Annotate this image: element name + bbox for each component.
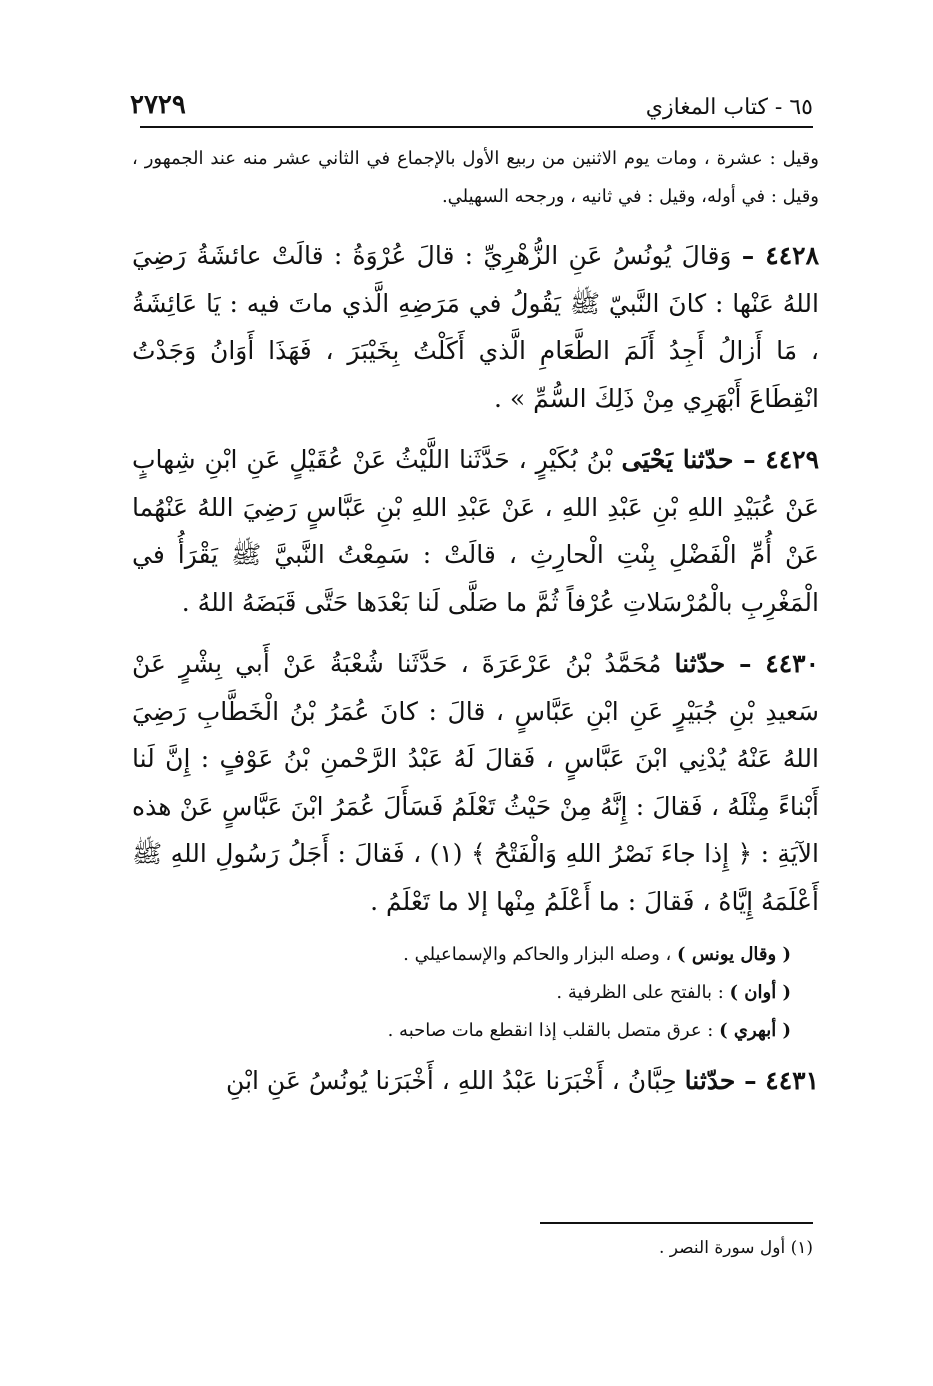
hadith-number: ٤٤٣١ – حدّثنا (684, 1066, 819, 1095)
hadith-4429 (132, 436, 819, 626)
hadith-number: ٤٤٢٩ – حدّثنا يَحْيَى (621, 445, 819, 474)
gloss-text: : بالفتح على الظرفية . (556, 982, 724, 1003)
hadith-4431 (132, 1057, 819, 1105)
gloss-item (132, 977, 791, 1009)
page-body (132, 140, 819, 1119)
page-header (130, 80, 813, 120)
gloss-text: : عرق متصل بالقلب إذا انقطع مات صاحبه . (387, 1020, 714, 1041)
hadith-4430 (132, 640, 819, 925)
hadith-number: ٤٤٢٨ – (741, 241, 819, 270)
hadith-text: بْنُ بُكَيْرٍ ، حَدَّثَنا اللَّيْثُ عَنْ عُقَيْلٍ عَنِ ابْنِ شِهابٍ عَنْ عُبَيْدِ اللهِ بْنِ عَبْدِ اللهِ ، عَنْ عَبْدِ اللهِ بْنِ عَبَّاسٍ رَضِيَ اللهُ عَنْهُما عَنْ أُمِّ الْفَضْلِ بِنْتِ الْحارِثِ ، قالَتْ : سَمِعْتُ النَّبيَّ ﷺ يَقْرَأُ في الْمَغْرِبِ بالْمُرْسَلاتِ عُرْفاً ثُمَّ ما صَلَّى لَنا بَعْدَها حَتَّى قَبَضَهُ اللهُ . (132, 445, 819, 617)
intro-note: وقيل : عشرة ، ومات يوم الاثنين من ربيع الأول بالإجماع في الثاني عشر منه عند الجمهور ، وقيل : في أوله، وقيل : في ثانيه ، ورجحه السهيلي. (132, 148, 819, 207)
running-title: ٦٥ - كتاب المغازي (645, 95, 813, 120)
hadith-text: وَقالَ يُونُسُ عَنِ الزُّهْرِيِّ : قالَ عُرْوَةُ : قالَتْ عائشَةُ رَضِيَ اللهُ عَنْها : كانَ النَّبيّ ﷺ يَقُولُ في مَرَضِهِ الَّذي ماتَ فيه : يَا عَائِشَةُ ، مَا أَزالُ أَجِدُ أَلَمَ الطَّعَامِ الَّذي أَكَلْتُ بِخَيْبَرَ ، فَهَذَا أَوَانُ وَجَدْتُ انْقِطَاعَ أَبْهَرِي مِنْ ذَلِكَ السُّمِّ » . (132, 241, 819, 413)
gloss-item (132, 939, 791, 971)
footnote: (١) أول سورة النصر . (658, 1238, 813, 1258)
gloss-term: ( أوان ) (729, 982, 791, 1003)
hadith-4428 (132, 232, 819, 422)
gloss-text: ، وصله البزار والحاكم والإسماعيلي . (403, 944, 672, 965)
gloss-term: ( وقال يونس ) (677, 944, 791, 965)
hadith-text: مُحَمَّدُ بْنُ عَرْعَرَةَ ، حَدَّثَنا شُعْبَةُ عَنْ أَبي بِشْرٍ عَنْ سَعيدِ بْنِ جُبَيْرٍ عَنِ ابْنِ عَبَّاسٍ ، قالَ : كانَ عُمَرُ بْنُ الْخَطَّابِ رَضِيَ اللهُ عَنْهُ يُدْنِي ابْنَ عَبَّاسٍ ، فَقالَ لَهُ عَبْدُ الرَّحْمنِ بْنُ عَوْفٍ : إِنَّ لَنا أَبْناءً مِثْلَهُ ، فَقالَ : إِنَّهُ مِنْ حَيْثُ تَعْلَمُ فَسَأَلَ عُمَرُ ابْنَ عَبَّاسٍ عَنْ هذه الآيَةِ : ﴿ إِذا جاءَ نَصْرُ اللهِ وَالْفَتْحُ ﴾ (١) ، فَقالَ : أَجَلُ رَسُولِ اللهِ ﷺ أَعْلَمَهُ إِيَّاهُ ، فَقالَ : ما أَعْلَمُ مِنْها إلا ما تَعْلَمُ . (132, 649, 819, 916)
footnote-rule (540, 1222, 813, 1224)
header-rule (140, 126, 813, 128)
gloss-term: ( أبهري ) (719, 1020, 791, 1041)
hadith-number: ٤٤٣٠ – حدّثنا (674, 649, 820, 678)
hadith-text: حِبَّانُ ، أَخْبَرَنا عَبْدُ اللهِ ، أَخْبَرَنا يُونُسُ عَنِ ابْنِ (226, 1066, 677, 1095)
page-number: ٢٧٢٩ (130, 90, 186, 120)
gloss-item (132, 1015, 791, 1047)
